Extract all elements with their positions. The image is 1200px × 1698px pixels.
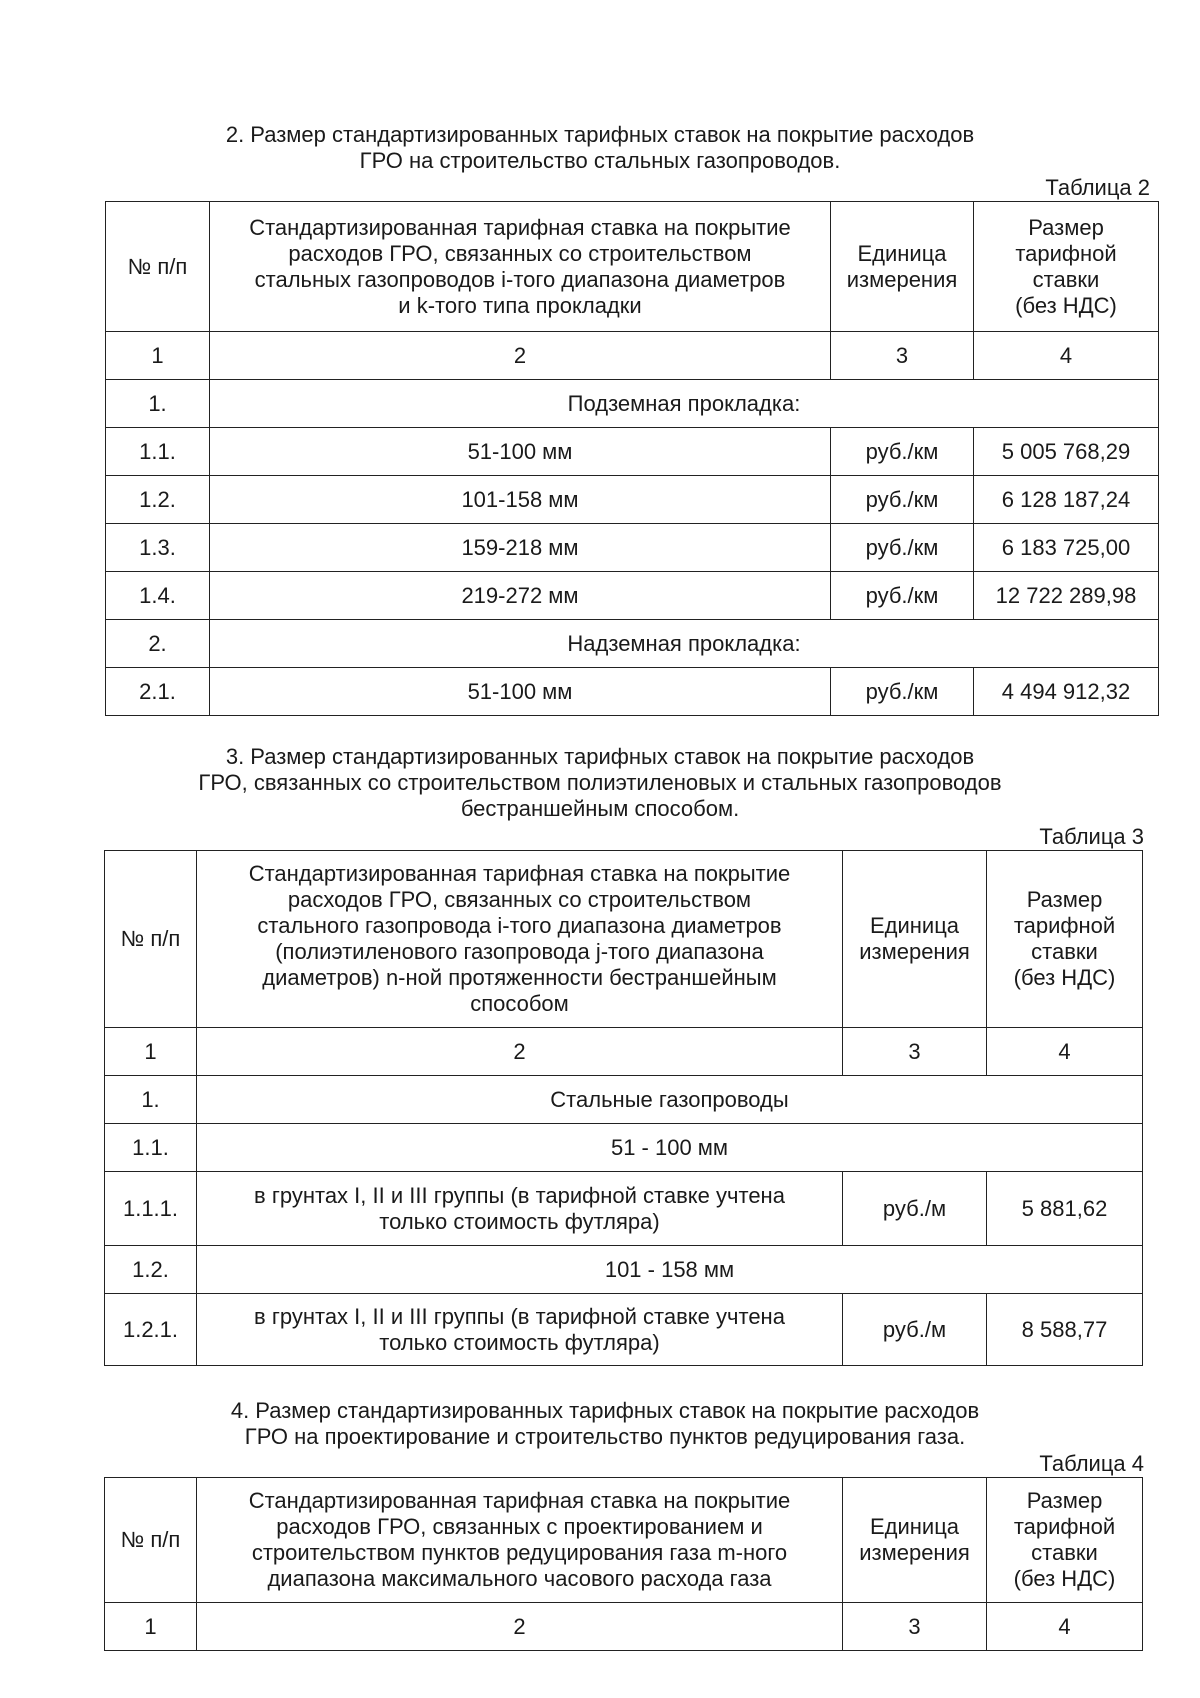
group-label: 101 - 158 мм [197, 1246, 1143, 1294]
row-description [197, 1172, 843, 1246]
row-description: 101-158 мм [210, 476, 831, 524]
row-unit: руб./м [843, 1294, 987, 1366]
heading-line: ГРО, связанных со строительством полиэтиленовых и стальных газопроводов [198, 770, 1002, 795]
header-line: и k-того типа прокладки [398, 292, 642, 318]
row-num: 1.2. [105, 1246, 197, 1294]
row-num: 1.4. [106, 572, 210, 620]
row-num: 1. [105, 1076, 197, 1124]
header-line: Размер [1028, 214, 1104, 240]
table-row [106, 524, 1159, 572]
header-line: ставки [1032, 266, 1100, 292]
table-3 [104, 850, 1143, 1366]
header-line: Размер [1026, 1488, 1103, 1513]
header-line: Единица [869, 1514, 960, 1539]
header-rate [974, 202, 1159, 332]
row-unit: руб./км [831, 476, 974, 524]
row-rate: 8 588,77 [987, 1294, 1143, 1366]
row-num: 1.1. [105, 1124, 197, 1172]
row-num: 2.1. [106, 668, 210, 716]
group-label: 51 - 100 мм [197, 1124, 1143, 1172]
row-rate: 5 005 768,29 [974, 428, 1159, 476]
col-number: 2 [197, 1603, 843, 1651]
header-line: расходов ГРО, связанных со строительством [288, 240, 752, 266]
header-line: Единица [857, 240, 947, 266]
row-num: 1.2. [106, 476, 210, 524]
row-num: 1.1.1. [105, 1172, 197, 1246]
section-4-heading [0, 1398, 1200, 1450]
heading-line: ГРО на проектирование и строительство пунктов редуцирования газа. [244, 1424, 966, 1449]
header-num: № п/п [105, 851, 197, 1028]
header-description [197, 1478, 843, 1603]
row-rate: 5 881,62 [987, 1172, 1143, 1246]
row-rate: 12 722 289,98 [974, 572, 1159, 620]
column-number-row [105, 1028, 1143, 1076]
header-line: Стандартизированная тарифная ставка на покрытие [249, 214, 791, 240]
header-line: строительством пунктов редуцирования газа m-ного [251, 1540, 788, 1565]
header-line: измерения [846, 266, 958, 292]
row-num: 1.2.1. [105, 1294, 197, 1366]
col-number: 1 [106, 332, 210, 380]
row-description-line: в грунтах I, II и III группы (в тарифной ставке учтена [254, 1303, 785, 1329]
row-description: 219-272 мм [210, 572, 831, 620]
column-number-row [106, 332, 1159, 380]
table-row [106, 668, 1159, 716]
row-unit: руб./км [831, 524, 974, 572]
header-num: № п/п [106, 202, 210, 332]
row-num: 1.3. [106, 524, 210, 572]
col-number: 4 [974, 332, 1159, 380]
group-label: Надземная прокладка: [210, 620, 1159, 668]
table-4 [104, 1477, 1143, 1651]
header-line: (без НДС) [1013, 1566, 1116, 1591]
column-number-row [105, 1603, 1143, 1651]
group-row [105, 1246, 1143, 1294]
heading-line: 2. Размер стандартизированных тарифных ставок на покрытие расходов [225, 122, 975, 147]
row-description-line: только стоимость футляра) [379, 1329, 660, 1355]
table-row [106, 428, 1159, 476]
table-row [106, 572, 1159, 620]
row-description: 51-100 мм [210, 428, 831, 476]
header-line: расходов ГРО, связанных с проектированием и [276, 1514, 763, 1539]
row-rate: 6 183 725,00 [974, 524, 1159, 572]
header-line: ставки [1031, 939, 1098, 964]
row-description-line: только стоимость футляра) [379, 1208, 660, 1234]
heading-line: ГРО на строительство стальных газопроводов. [359, 148, 841, 173]
header-line: диаметров) n-ной протяженности бестраншейным [262, 965, 777, 990]
group-row [105, 1124, 1143, 1172]
col-number: 2 [197, 1028, 843, 1076]
table-header-row [105, 1478, 1143, 1603]
row-unit: руб./км [831, 428, 974, 476]
header-line: измерения [859, 939, 970, 964]
row-num: 1. [106, 380, 210, 428]
row-rate: 4 494 912,32 [974, 668, 1159, 716]
col-number: 4 [987, 1603, 1143, 1651]
row-description: 159-218 мм [210, 524, 831, 572]
header-unit [843, 851, 987, 1028]
row-unit: руб./км [831, 668, 974, 716]
col-number: 3 [843, 1028, 987, 1076]
header-num: № п/п [105, 1478, 197, 1603]
row-description [197, 1294, 843, 1366]
header-line: Стандартизированная тарифная ставка на покрытие [248, 1488, 791, 1513]
col-number: 1 [105, 1603, 197, 1651]
heading-line: 3. Размер стандартизированных тарифных ставок на покрытие расходов [225, 744, 975, 769]
group-row [106, 620, 1159, 668]
header-line: тарифной [1013, 1514, 1116, 1539]
header-line: стальных газопроводов i-того диапазона диаметров [254, 266, 786, 292]
group-label: Подземная прокладка: [210, 380, 1159, 428]
group-row [105, 1076, 1143, 1124]
section-2-heading [0, 122, 1200, 174]
heading-line: 4. Размер стандартизированных тарифных ставок на покрытие расходов [230, 1398, 980, 1423]
row-rate: 6 128 187,24 [974, 476, 1159, 524]
heading-line: бестраншейным способом. [460, 796, 740, 821]
col-number: 1 [105, 1028, 197, 1076]
header-line: стального газопровода i-того диапазона диаметров [257, 913, 782, 938]
header-unit [831, 202, 974, 332]
header-line: тарифной [1015, 240, 1117, 266]
table-row [105, 1294, 1143, 1366]
section-3-heading [0, 744, 1200, 822]
table-header-row [106, 202, 1159, 332]
header-line: Стандартизированная тарифная ставка на покрытие [248, 861, 791, 886]
table-2 [105, 201, 1159, 716]
col-number: 4 [987, 1028, 1143, 1076]
header-rate [987, 851, 1143, 1028]
row-description: 51-100 мм [210, 668, 831, 716]
header-description [210, 202, 831, 332]
header-rate [987, 1478, 1143, 1603]
row-unit: руб./км [831, 572, 974, 620]
header-line: диапазона максимального часового расхода газа [267, 1566, 772, 1591]
table-header-row [105, 851, 1143, 1028]
header-line: (без НДС) [1015, 292, 1117, 318]
header-line: тарифной [1013, 913, 1116, 938]
row-unit: руб./м [843, 1172, 987, 1246]
header-unit [843, 1478, 987, 1603]
header-description [197, 851, 843, 1028]
header-line: (полиэтиленового газопровода j-того диапазона [275, 939, 764, 964]
table-row [106, 476, 1159, 524]
table-row [105, 1172, 1143, 1246]
group-row [106, 380, 1159, 428]
header-line: Размер [1026, 887, 1103, 912]
header-line: Единица [869, 913, 960, 938]
header-line: измерения [859, 1540, 970, 1565]
table-2-label: Таблица 2 [1045, 175, 1150, 200]
row-description-line: в грунтах I, II и III группы (в тарифной ставке учтена [254, 1182, 785, 1208]
table-4-label: Таблица 4 [1039, 1451, 1144, 1476]
col-number: 2 [210, 332, 831, 380]
header-line: ставки [1031, 1540, 1098, 1565]
header-line: расходов ГРО, связанных со строительством [287, 887, 752, 912]
table-3-label: Таблица 3 [1039, 824, 1144, 849]
header-line: (без НДС) [1013, 965, 1116, 990]
header-line: способом [470, 991, 569, 1016]
row-num: 2. [106, 620, 210, 668]
col-number: 3 [831, 332, 974, 380]
row-num: 1.1. [106, 428, 210, 476]
col-number: 3 [843, 1603, 987, 1651]
group-label: Стальные газопроводы [197, 1076, 1143, 1124]
